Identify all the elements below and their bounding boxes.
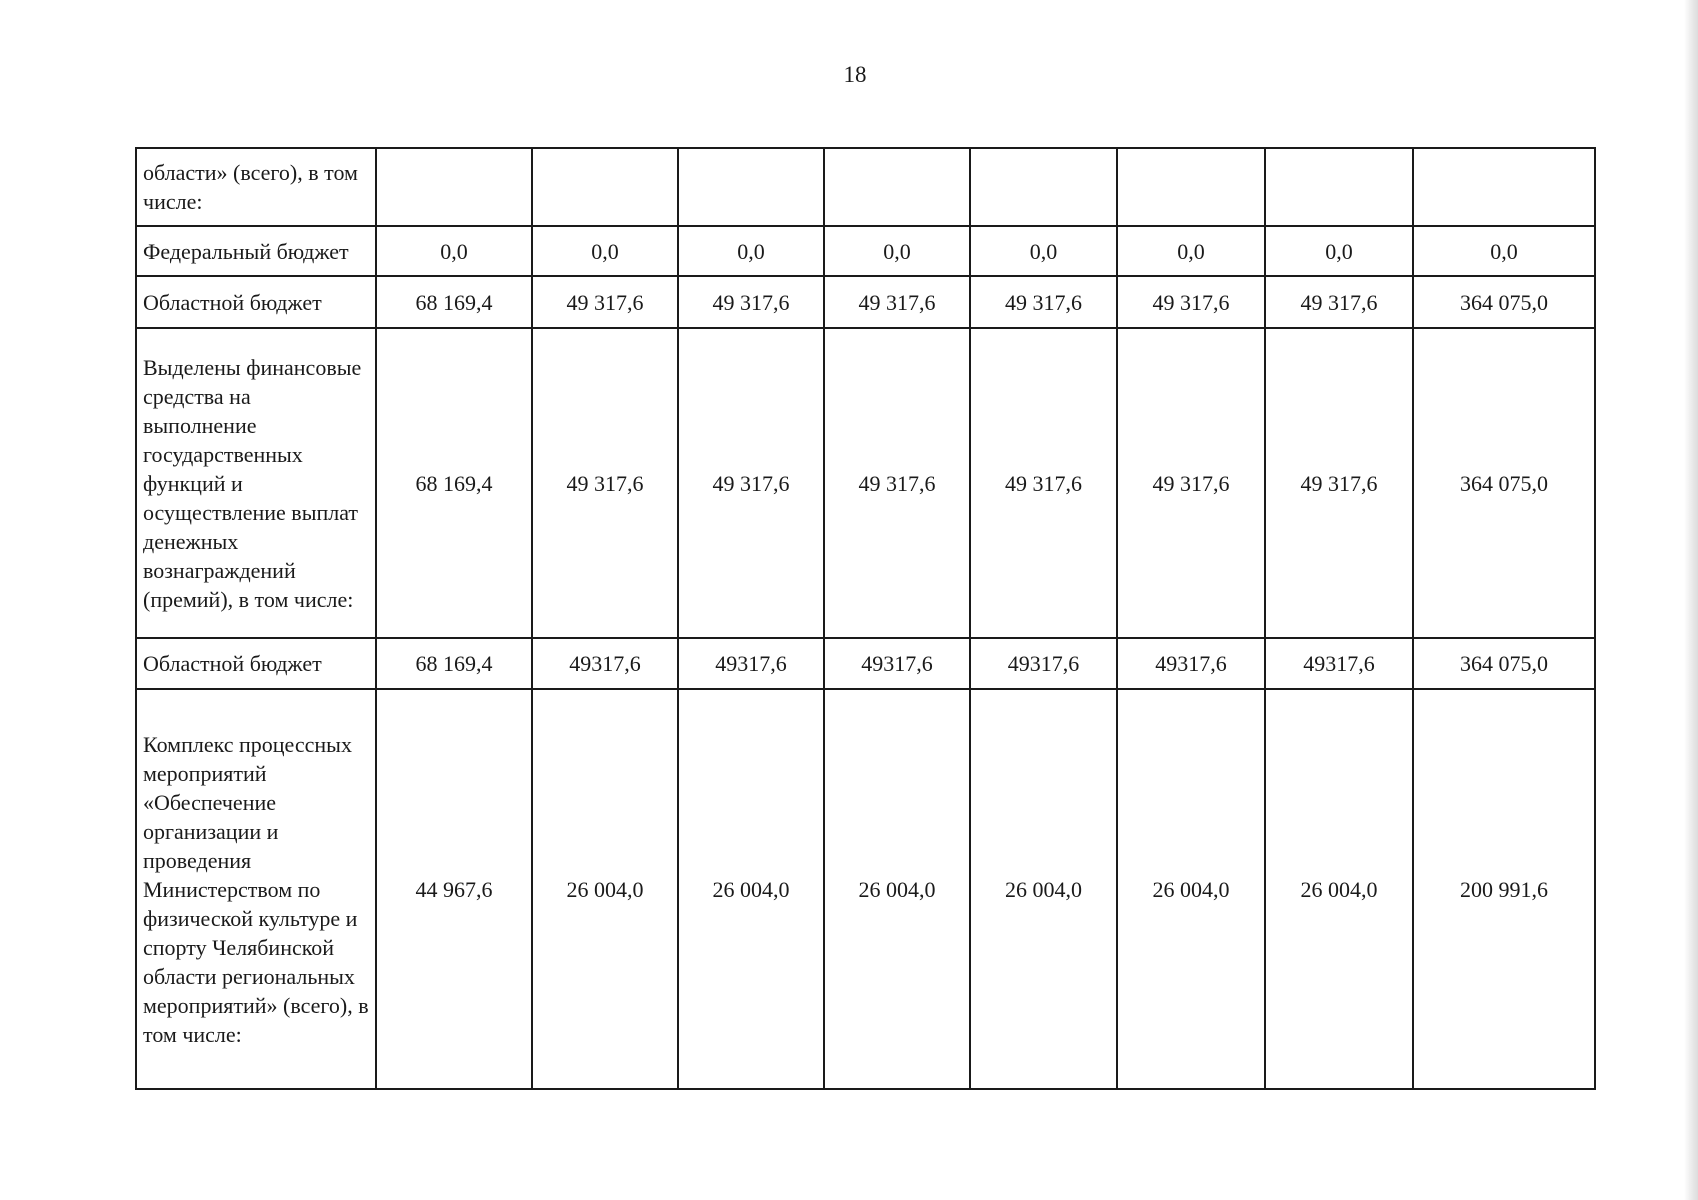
- value-cell: 68 169,4: [376, 276, 532, 328]
- value-cell: 364 075,0: [1413, 638, 1595, 689]
- budget-table: [135, 147, 1596, 1090]
- value-cell: 49317,6: [678, 638, 824, 689]
- value-cell: 26 004,0: [532, 689, 678, 1089]
- value-cell: 49 317,6: [678, 328, 824, 638]
- row-label-cell: Федеральный бюджет: [136, 226, 376, 276]
- value-cell: 0,0: [1265, 226, 1413, 276]
- value-cell: 49317,6: [532, 638, 678, 689]
- value-cell: 0,0: [678, 226, 824, 276]
- value-cell: 49 317,6: [1117, 328, 1265, 638]
- value-cell: 26 004,0: [824, 689, 970, 1089]
- scan-edge-shadow: [1684, 0, 1698, 1200]
- value-cell: 49 317,6: [532, 328, 678, 638]
- value-cell: [1265, 148, 1413, 226]
- table-row: [136, 689, 1595, 1089]
- value-cell: [532, 148, 678, 226]
- value-cell: 26 004,0: [1265, 689, 1413, 1089]
- value-cell: 0,0: [1117, 226, 1265, 276]
- value-cell: 26 004,0: [970, 689, 1117, 1089]
- value-cell: 44 967,6: [376, 689, 532, 1089]
- value-cell: 49 317,6: [1265, 328, 1413, 638]
- value-cell: 49317,6: [1265, 638, 1413, 689]
- value-cell: [970, 148, 1117, 226]
- row-label-cell: Областной бюджет: [136, 276, 376, 328]
- value-cell: [1413, 148, 1595, 226]
- table-row: [136, 328, 1595, 638]
- value-cell: 49 317,6: [970, 328, 1117, 638]
- value-cell: 26 004,0: [1117, 689, 1265, 1089]
- value-cell: [1117, 148, 1265, 226]
- value-cell: [678, 148, 824, 226]
- table-row: [136, 276, 1595, 328]
- row-label-cell: Выделены финансовые средства на выполнение государственных функций и осуществление выплат денежных вознаграждений (премий), в том числе:: [136, 328, 376, 638]
- value-cell: 200 991,6: [1413, 689, 1595, 1089]
- value-cell: 49 317,6: [1265, 276, 1413, 328]
- value-cell: [824, 148, 970, 226]
- table-row: [136, 148, 1595, 226]
- value-cell: 49 317,6: [1117, 276, 1265, 328]
- value-cell: 0,0: [376, 226, 532, 276]
- value-cell: 49317,6: [970, 638, 1117, 689]
- row-label-cell: Комплекс процессных мероприятий «Обеспечение организации и проведения Министерством по физической культуре и спорту Челябинской области региональных мероприятий» (всего), в том числе:: [136, 689, 376, 1089]
- table-row: [136, 226, 1595, 276]
- row-label-cell: области» (всего), в том числе:: [136, 148, 376, 226]
- value-cell: [376, 148, 532, 226]
- value-cell: 49 317,6: [824, 328, 970, 638]
- value-cell: 0,0: [970, 226, 1117, 276]
- value-cell: 364 075,0: [1413, 276, 1595, 328]
- value-cell: 49 317,6: [678, 276, 824, 328]
- value-cell: 49 317,6: [970, 276, 1117, 328]
- value-cell: 68 169,4: [376, 328, 532, 638]
- value-cell: 49317,6: [824, 638, 970, 689]
- value-cell: 49 317,6: [824, 276, 970, 328]
- page-number: 18: [843, 62, 867, 87]
- row-label-cell: Областной бюджет: [136, 638, 376, 689]
- value-cell: 364 075,0: [1413, 328, 1595, 638]
- table-row: [136, 638, 1595, 689]
- value-cell: 26 004,0: [678, 689, 824, 1089]
- value-cell: 68 169,4: [376, 638, 532, 689]
- value-cell: 0,0: [532, 226, 678, 276]
- value-cell: 0,0: [1413, 226, 1595, 276]
- value-cell: 49317,6: [1117, 638, 1265, 689]
- value-cell: 0,0: [824, 226, 970, 276]
- value-cell: 49 317,6: [532, 276, 678, 328]
